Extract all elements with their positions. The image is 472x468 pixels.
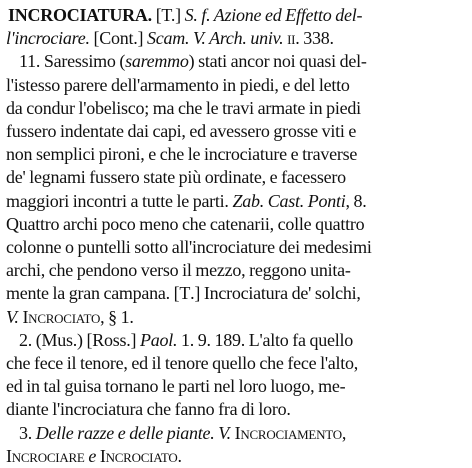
text-run: ed in tal guisa tornano le parti nel loro luogo, me-	[6, 376, 346, 397]
text-run: , 8.	[345, 190, 367, 211]
entry-line	[6, 375, 468, 398]
text-run: , § 1.	[100, 306, 134, 327]
entry-line	[6, 143, 468, 166]
text-run: Delle razze e delle piante. V.	[35, 422, 231, 443]
text-run: S. f. Azione ed Effetto del-	[184, 5, 363, 25]
text-run: 2. (Mus.) [Ross.]	[19, 329, 141, 350]
text-run: . 338.	[295, 28, 334, 49]
entry-line	[6, 398, 468, 421]
text-run: INCROCIATURA.	[8, 5, 152, 25]
entry-line	[6, 27, 468, 50]
entry-line	[6, 120, 468, 143]
text-run: archi, che pendono verso il mezzo, reggono unita-	[6, 260, 351, 281]
text-run: ii	[287, 28, 296, 49]
text-run: Incrociamento	[234, 422, 342, 443]
entry-line	[6, 50, 468, 73]
text-run: che fece il tenore, ed il tenore quello che fece l'alto,	[6, 353, 359, 374]
entry-line	[6, 306, 468, 329]
entry-line	[6, 445, 468, 468]
text-run: non semplici pironi, e che le incrociature e traverse	[6, 144, 358, 165]
text-run: fussero indentate dai capi, ed avessero grosse viti e	[6, 121, 357, 142]
entry-line	[6, 74, 468, 97]
dictionary-entry	[6, 4, 468, 468]
text-run: Incrociato	[99, 445, 178, 466]
text-run: mente la gran campana. [	[6, 283, 180, 304]
entry-line	[6, 236, 468, 259]
entry-line	[6, 282, 468, 305]
text-run: .	[177, 445, 182, 466]
text-run: [T.]	[151, 5, 185, 25]
text-run: V.	[6, 306, 19, 327]
text-run: 3.	[19, 422, 36, 443]
text-run: diante l'incrociatura che fanno fra di loro.	[6, 399, 291, 420]
text-run: saremmo	[125, 51, 189, 72]
text-run: maggiori incontri a tutte le parti.	[6, 190, 233, 211]
entry-line	[6, 352, 468, 375]
entry-line	[6, 190, 468, 213]
text-run: ) stati ancor noi quasi del-	[188, 51, 367, 72]
text-run: Incrociare	[6, 445, 85, 466]
entry-line	[6, 259, 468, 282]
entry-line	[6, 97, 468, 120]
text-run: ,	[341, 422, 347, 443]
text-run: da condur l'obelisco; ma che le travi armate in piedi	[6, 97, 361, 118]
text-run: Scam. V. Arch. univ.	[147, 28, 284, 49]
entry-line	[6, 4, 468, 27]
text-run: e	[84, 445, 100, 466]
text-run: [Cont.]	[89, 28, 147, 49]
text-run: l'istesso parere dell'armamento in piedi, e del letto	[6, 74, 350, 95]
text-run: Quattro archi poco meno che catenarii, colle quattro	[6, 213, 365, 234]
text-run: 1. 9. 189. L'alto fa quello	[177, 329, 353, 350]
text-run: de' legnami fussero state più ordinate, e facessero	[6, 167, 346, 188]
text-run: l'incrociare.	[6, 28, 90, 49]
entry-line	[6, 422, 468, 445]
text-run: .] Incrociatura de' solchi,	[190, 283, 361, 304]
text-run: Paol.	[140, 329, 178, 350]
text-run: Incrociato	[22, 306, 101, 327]
text-run: colonne o puntelli sotto all'incrociature dei medesimi	[6, 237, 372, 258]
entry-line	[6, 166, 468, 189]
text-run: Zab. Cast. Ponti	[232, 190, 346, 211]
entry-line	[6, 213, 468, 236]
text-run: T	[179, 283, 191, 304]
entry-line	[6, 329, 468, 352]
text-run: 11. Saressimo (	[19, 51, 126, 72]
